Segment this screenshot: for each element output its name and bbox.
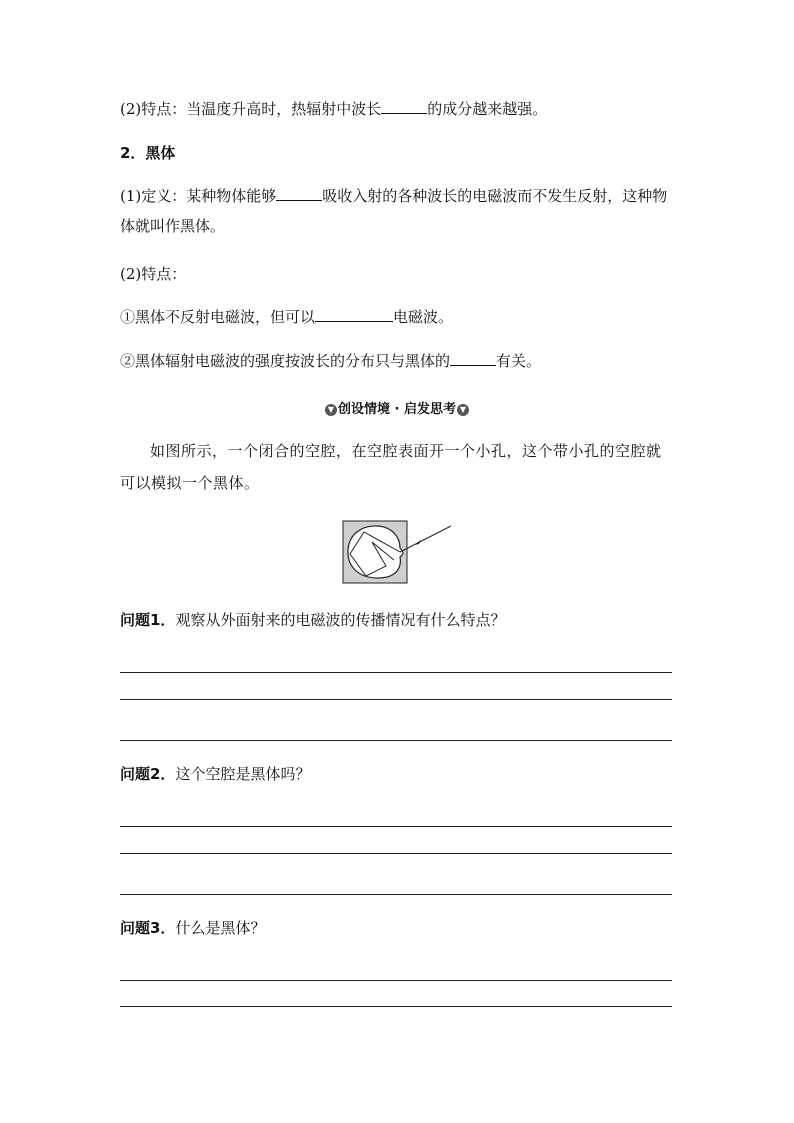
answer-line[interactable]	[120, 672, 672, 673]
radiation-feature-prefix: (2)特点：当温度升高时，热辐射中波长	[120, 100, 382, 118]
fill-blank[interactable]	[315, 305, 393, 322]
question-2-label: 问题2．	[120, 765, 176, 783]
fill-blank[interactable]	[381, 97, 427, 114]
definition-prefix: (1)定义：某种物体能够	[120, 187, 277, 205]
answer-line[interactable]	[120, 699, 672, 700]
incident-ray	[400, 526, 451, 552]
feature-2-line	[120, 349, 541, 372]
question-2	[120, 763, 310, 785]
question-1-label: 问题1．	[120, 611, 176, 629]
question-1-text: 观察从外面射来的电磁波的传播情况有什么特点？	[175, 611, 506, 629]
feature-label: (2)特点：	[120, 265, 187, 283]
blackbody-cavity-figure	[342, 520, 454, 584]
radiation-feature-suffix: 的成分越来越强。	[427, 100, 548, 118]
question-3-label: 问题3．	[120, 919, 176, 937]
blackbody-definition	[120, 181, 676, 241]
radiation-feature-line	[120, 97, 547, 120]
question-3	[120, 917, 265, 939]
down-arrow-circle-icon: ▼	[457, 404, 469, 416]
cavity-shape	[348, 526, 403, 578]
question-1	[120, 609, 505, 631]
feature-2-suffix: 有关。	[496, 352, 542, 370]
question-2-text: 这个空腔是黑体吗？	[175, 765, 311, 783]
answer-line[interactable]	[120, 740, 672, 741]
fill-blank[interactable]	[276, 184, 322, 201]
scenario-heading-text: 创设情境 · 启发思考	[338, 402, 456, 417]
answer-line[interactable]	[120, 853, 672, 854]
answer-line[interactable]	[120, 980, 672, 981]
question-3-text: 什么是黑体？	[175, 919, 266, 937]
definition-suffix: 吸收入射的各种波长的电磁波而不发生反射，这种物体就叫作黑体。	[120, 187, 668, 235]
answer-line[interactable]	[120, 1006, 672, 1007]
answer-line[interactable]	[120, 826, 672, 827]
feature-2-prefix: ②黑体辐射电磁波的强度按波长的分布只与黑体的	[120, 352, 451, 370]
feature-1-suffix: 电磁波。	[393, 308, 454, 326]
scenario-text: 如图所示，一个闭合的空腔，在空腔表面开一个小孔，这个带小孔的空腔就可以模拟一个黑体。	[120, 442, 662, 492]
fill-blank[interactable]	[450, 349, 496, 366]
answer-line[interactable]	[120, 894, 672, 895]
feature-1-line	[120, 305, 453, 328]
scenario-heading	[0, 400, 794, 420]
feature-1-prefix: ①黑体不反射电磁波，但可以	[120, 308, 316, 326]
down-arrow-circle-icon: ▼	[325, 404, 337, 416]
section-title-blackbody: 2．黑体	[120, 144, 176, 162]
